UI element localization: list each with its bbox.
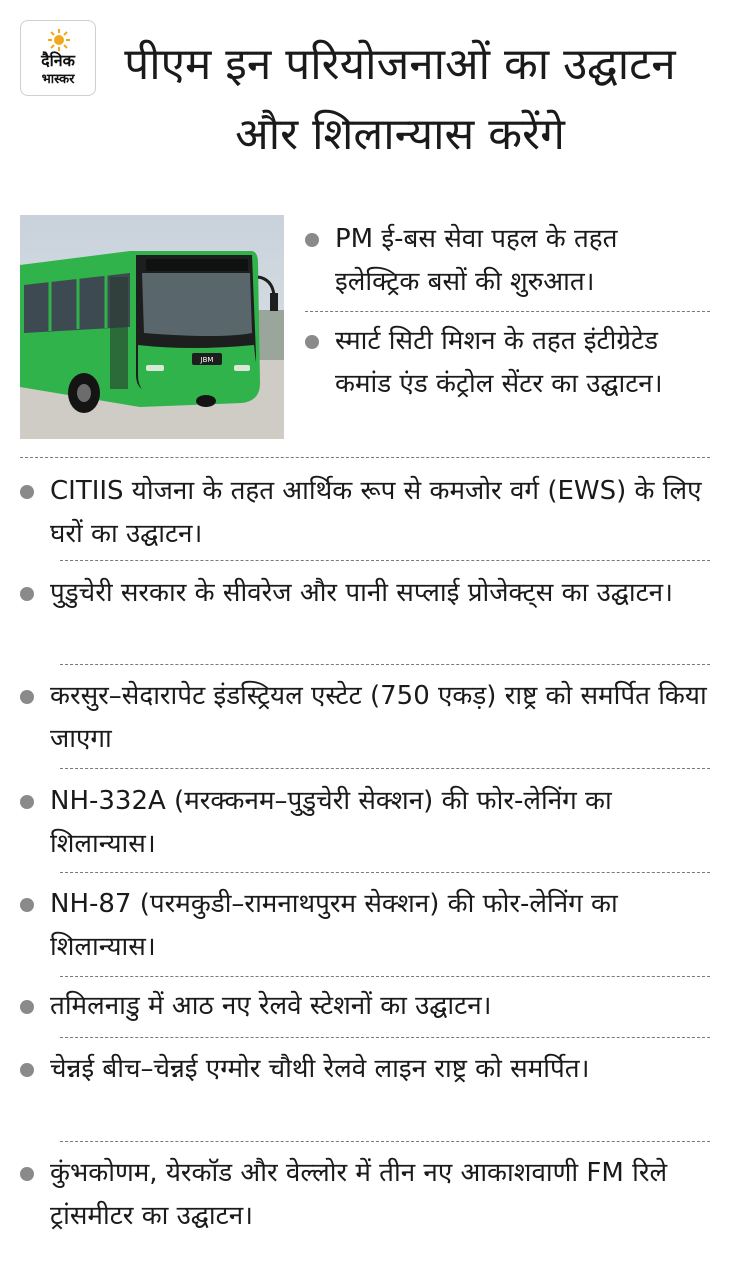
bullet-icon: [305, 233, 319, 247]
separator: [60, 872, 710, 873]
electric-bus-image: [20, 215, 284, 439]
bus-badge: JBM: [200, 356, 214, 364]
list-item: [20, 572, 710, 615]
list-item-text: चेन्नई बीच–चेन्नई एग्मोर चौथी रेलवे लाइन राष्ट्र को समर्पित।: [50, 1054, 590, 1084]
bullet-icon: [20, 1063, 34, 1077]
separator: [60, 768, 710, 769]
bullet-icon: [20, 690, 34, 704]
list-item: [20, 985, 710, 1028]
list-item-text: CITIIS योजना के तहत आर्थिक रूप से कमजोर वर्ग (EWS) के लिए घरों का उद्घाटन।: [50, 476, 702, 549]
separator: [60, 560, 710, 561]
list-item: [20, 470, 710, 556]
separator: [60, 664, 710, 665]
dainik-bhaskar-logo: [20, 20, 96, 96]
separator: [20, 457, 710, 458]
bullet-icon: [305, 335, 319, 349]
list-item-text: PM ई-बस सेवा पहल के तहत इलेक्ट्रिक बसों की शुरुआत।: [335, 224, 618, 297]
list-item: [20, 675, 710, 761]
logo-line1: दैनिक: [41, 51, 75, 70]
list-item: [20, 1152, 710, 1238]
separator: [305, 311, 710, 312]
list-item: [20, 1048, 710, 1091]
bullet-icon: [20, 485, 34, 499]
list-item: [20, 883, 710, 969]
sun-icon: [48, 29, 70, 51]
list-item-text: कुंभकोणम, येरकॉड और वेल्लोर में तीन नए आकाशवाणी FM रिले ट्रांसमीटर का उद्घाटन।: [50, 1158, 668, 1231]
separator: [60, 1141, 710, 1142]
bullet-icon: [20, 1167, 34, 1181]
list-item-text: करसुर–सेदारापेट इंडस्ट्रियल एस्टेट (750 एकड़) राष्ट्र को समर्पित किया जाएगा: [50, 681, 707, 754]
bullet-icon: [20, 898, 34, 912]
logo-line2: भास्कर: [41, 72, 75, 87]
list-item: [20, 780, 710, 866]
list-item-text: NH-332A (मरक्कनम–पुडुचेरी सेक्शन) की फोर-लेनिंग का शिलान्यास।: [50, 786, 612, 859]
page-title: पीएम इन परियोजनाओं का उद्घाटन और शिलान्यास करेंगे: [124, 39, 676, 160]
list-item: [305, 320, 705, 406]
list-item-text: तमिलनाडु में आठ नए रेलवे स्टेशनों का उद्घाटन।: [50, 991, 492, 1021]
bullet-icon: [20, 1000, 34, 1014]
list-item-text: पुडुचेरी सरकार के सीवरेज और पानी सप्लाई प्रोजेक्ट्स का उद्घाटन।: [50, 578, 673, 608]
separator: [60, 976, 710, 977]
list-item-text: NH-87 (परमकुडी–रामनाथपुरम सेक्शन) की फोर-लेनिंग का शिलान्यास।: [50, 889, 618, 962]
bullet-icon: [20, 795, 34, 809]
list-item-text: स्मार्ट सिटी मिशन के तहत इंटीग्रेटेड कमांड एंड कंट्रोल सेंटर का उद्घाटन।: [335, 326, 663, 399]
list-item: [305, 218, 705, 304]
separator: [60, 1037, 710, 1038]
bullet-icon: [20, 587, 34, 601]
